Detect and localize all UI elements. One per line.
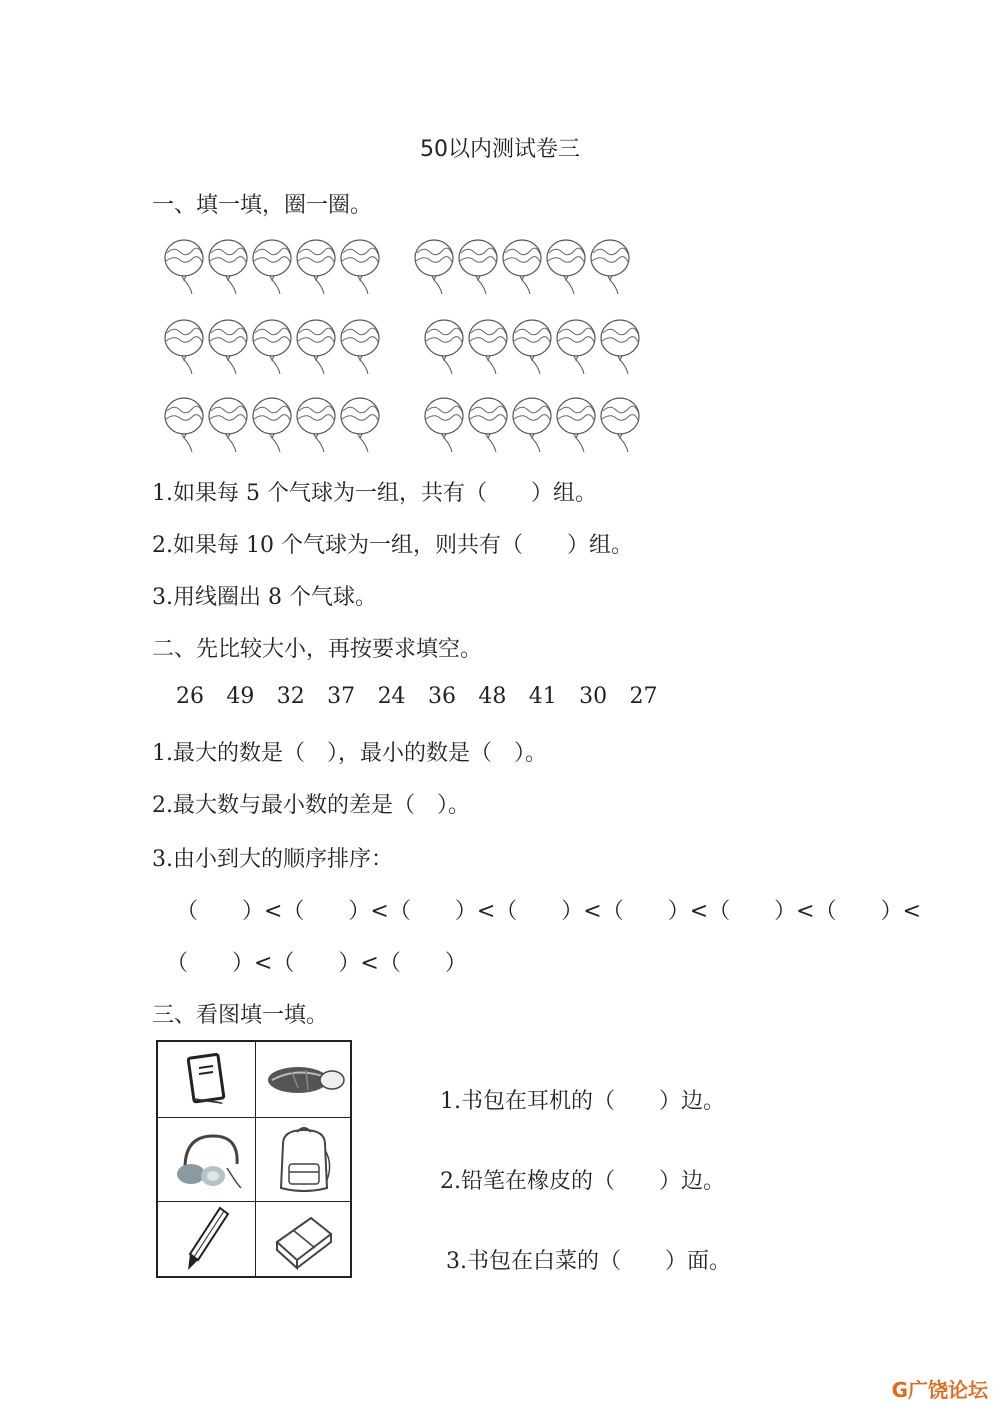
section3-question-2: 2.铅笔在橡皮的（ ）边。 xyxy=(440,1169,725,1194)
order-blanks-line-2[interactable]: （ ）<（ ）<（ ） xyxy=(166,951,467,976)
grid-cell-book xyxy=(158,1042,256,1118)
balloon-icon[interactable] xyxy=(250,236,294,298)
balloon-row-1 xyxy=(162,236,632,298)
book-icon xyxy=(177,1050,237,1110)
balloon-icon[interactable] xyxy=(598,394,642,456)
grid-cell-headphones xyxy=(158,1118,256,1202)
balloon-icon[interactable] xyxy=(162,394,206,456)
balloon-icon[interactable] xyxy=(206,236,250,298)
grid-cell-eraser xyxy=(256,1202,352,1276)
section1-question-1: 1.如果每 5 个气球为一组，共有（ ）组。 xyxy=(152,481,597,506)
balloon-icon[interactable] xyxy=(456,236,500,298)
backpack-icon xyxy=(271,1124,337,1196)
balloon-icon[interactable] xyxy=(466,394,510,456)
balloon-icon[interactable] xyxy=(500,236,544,298)
number-item: 24 xyxy=(377,684,406,709)
balloon-icon[interactable] xyxy=(162,316,206,378)
balloon-icon[interactable] xyxy=(294,236,338,298)
picture-grid xyxy=(156,1040,352,1278)
balloon-icon[interactable] xyxy=(554,316,598,378)
section2-question-1: 1.最大的数是（ ），最小的数是（ ）。 xyxy=(152,741,547,766)
balloon-icon[interactable] xyxy=(412,236,456,298)
balloon-icon[interactable] xyxy=(206,394,250,456)
balloon-icon[interactable] xyxy=(338,316,382,378)
number-item: 27 xyxy=(629,684,658,709)
section2-question-3: 3.由小到大的顺序排序： xyxy=(152,847,393,872)
order-blanks-line-1[interactable]: （ ）<（ ）<（ ）<（ ）<（ ）<（ ）<（ ）< xyxy=(176,899,922,924)
balloon-icon[interactable] xyxy=(588,236,632,298)
balloon-icon[interactable] xyxy=(294,316,338,378)
cabbage-icon xyxy=(262,1060,346,1100)
balloon-icon[interactable] xyxy=(544,236,588,298)
watermark-logo: G广饶论坛 xyxy=(891,1378,988,1402)
number-item: 37 xyxy=(327,684,356,709)
section3-heading: 三、看图填一填。 xyxy=(152,1003,329,1028)
balloon-icon[interactable] xyxy=(422,394,466,456)
number-item: 48 xyxy=(478,684,507,709)
number-item: 30 xyxy=(579,684,608,709)
number-list xyxy=(176,684,680,709)
balloon-icon[interactable] xyxy=(466,316,510,378)
eraser-icon xyxy=(271,1208,337,1270)
balloon-icon[interactable] xyxy=(206,316,250,378)
number-item: 36 xyxy=(427,684,456,709)
section1-heading: 一、填一填，圈一圈。 xyxy=(152,193,373,218)
section3-question-1: 1.书包在耳机的（ ）边。 xyxy=(440,1089,725,1114)
headphones-icon xyxy=(167,1128,247,1192)
balloon-icon[interactable] xyxy=(554,394,598,456)
balloon-icon[interactable] xyxy=(294,394,338,456)
grid-cell-cabbage xyxy=(256,1042,352,1118)
section2-heading: 二、先比较大小，再按要求填空。 xyxy=(152,637,483,662)
page-title: 50以内测试卷三 xyxy=(420,137,580,162)
section1-question-3: 3.用线圈出 8 个气球。 xyxy=(152,585,377,610)
balloon-icon[interactable] xyxy=(250,394,294,456)
balloon-icon[interactable] xyxy=(250,316,294,378)
section3-question-3: 3.书包在白菜的（ ）面。 xyxy=(446,1249,731,1274)
balloon-icon[interactable] xyxy=(510,394,554,456)
balloon-icon[interactable] xyxy=(162,236,206,298)
balloon-icon[interactable] xyxy=(598,316,642,378)
grid-cell-backpack xyxy=(256,1118,352,1202)
number-item: 41 xyxy=(528,684,557,709)
number-item: 32 xyxy=(276,684,305,709)
balloon-row-2 xyxy=(162,316,642,378)
number-item: 26 xyxy=(176,684,204,709)
balloon-icon[interactable] xyxy=(510,316,554,378)
balloon-icon[interactable] xyxy=(338,394,382,456)
section1-question-2: 2.如果每 10 个气球为一组，则共有（ ）组。 xyxy=(152,533,633,558)
balloon-row-3 xyxy=(162,394,642,456)
balloon-icon[interactable] xyxy=(422,316,466,378)
pencil-icon xyxy=(182,1204,232,1274)
number-item: 49 xyxy=(226,684,255,709)
grid-cell-pencil xyxy=(158,1202,256,1276)
section2-question-2: 2.最大数与最小数的差是（ ）。 xyxy=(152,793,470,818)
balloon-icon[interactable] xyxy=(338,236,382,298)
